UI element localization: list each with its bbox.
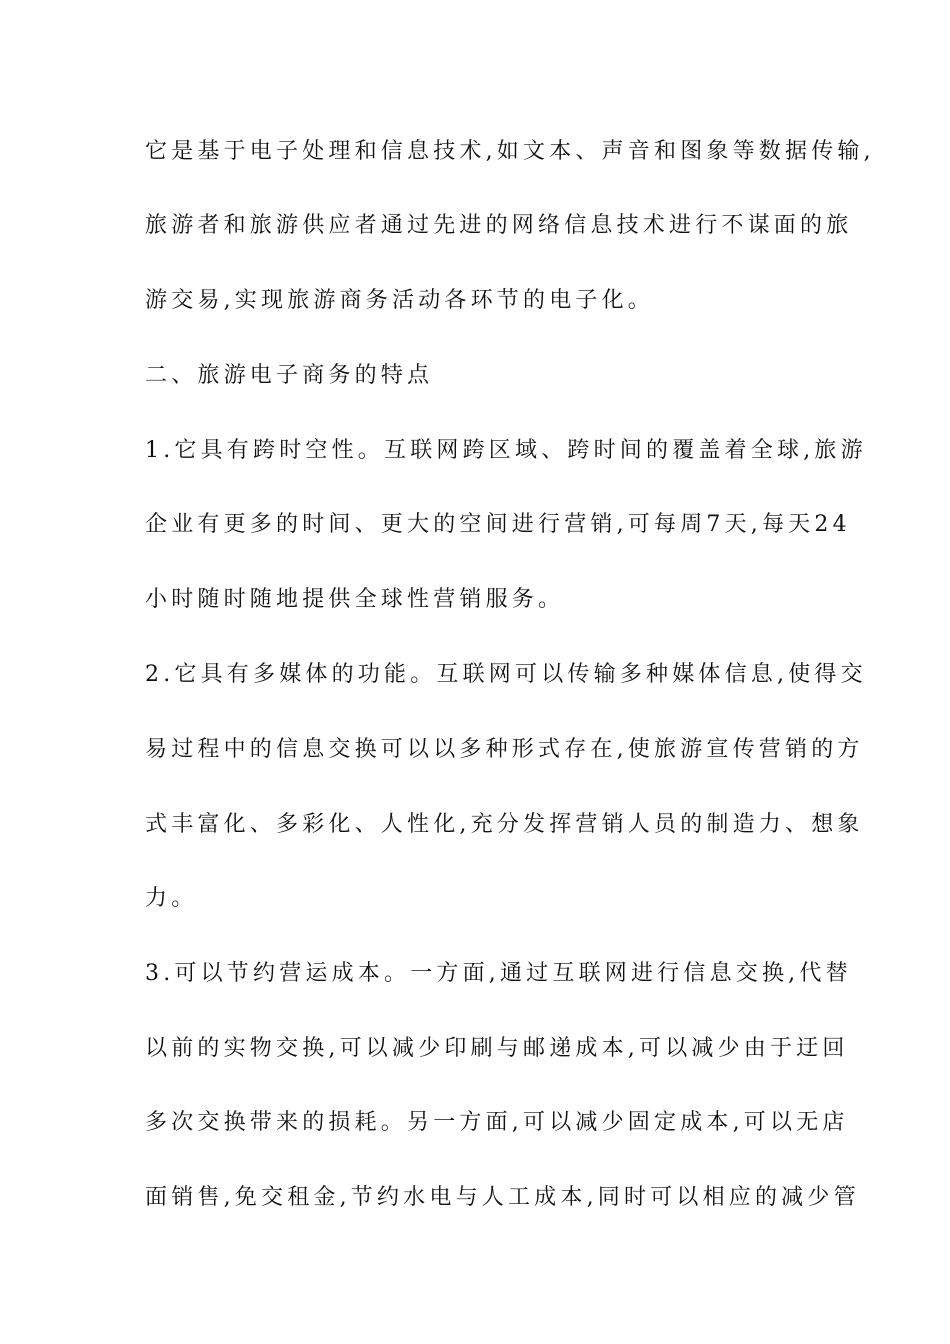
text-line: 力。 (145, 886, 198, 911)
text-line: 2.它具有多媒体的功能。互联网可以传输多种媒体信息,使得交 (145, 662, 867, 687)
text-line: 游交易,实现旅游商务活动各环节的电子化。 (145, 288, 654, 313)
text-line: 它是基于电子处理和信息技术,如文本、声音和图象等数据传输, (145, 139, 875, 164)
text-line: 以前的实物交换,可以减少印刷与邮递成本,可以减少由于迂回 (145, 1036, 849, 1061)
text-line: 易过程中的信息交换可以以多种形式存在,使旅游宣传营销的方 (145, 737, 864, 762)
text-line: 多次交换带来的损耗。另一方面,可以减少固定成本,可以无店 (145, 1110, 849, 1135)
section-heading: 二、旅游电子商务的特点 (145, 363, 434, 388)
text-line: 面销售,免交租金,节约水电与人工成本,同时可以相应的减少管 (145, 1185, 860, 1210)
text-line: 旅游者和旅游供应者通过先进的网络信息技术进行不谋面的旅 (145, 213, 853, 238)
text-line: 1.它具有跨时空性。互联网跨区域、跨时间的覆盖着全球,旅游 (145, 438, 867, 463)
text-line: 企业有更多的时间、更大的空间进行营销,可每周7天,每天24 (145, 512, 851, 537)
text-line: 3.可以节约营运成本。一方面,通过互联网进行信息交换,代替 (145, 961, 852, 986)
text-line: 式丰富化、多彩化、人性化,充分发挥营销人员的制造力、想象 (145, 812, 864, 837)
text-line: 小时随时随地提供全球性营销服务。 (145, 587, 565, 612)
